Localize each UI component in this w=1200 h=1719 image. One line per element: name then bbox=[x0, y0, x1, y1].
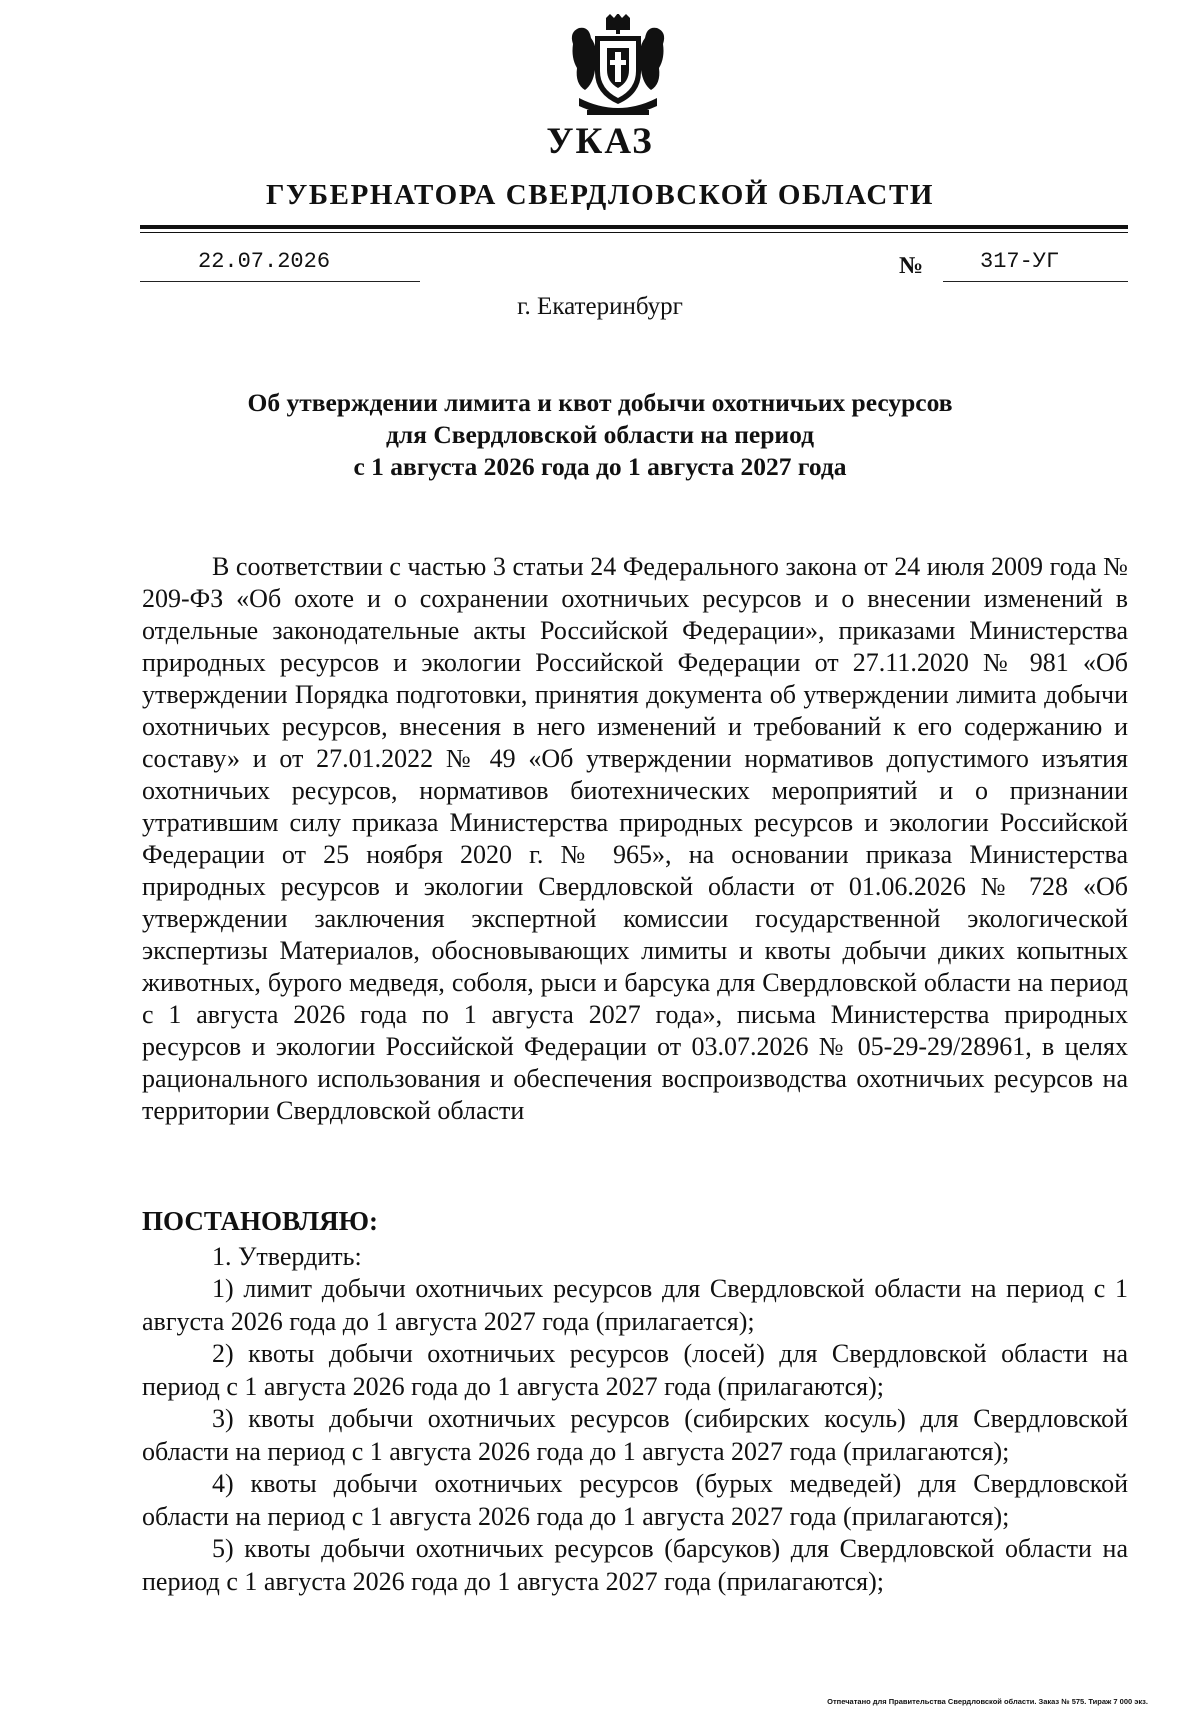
list-item: 1) лимит добычи охотничьих ресурсов для Свердловской области на период с 1 августа 2026 года до 1 августа 2027 года (прилагается); bbox=[142, 1274, 1128, 1336]
number-underline bbox=[943, 281, 1128, 282]
header-divider-thick bbox=[140, 225, 1128, 229]
list-item: 5) квоты добычи охотничьих ресурсов (барсуков) для Свердловской области на период с 1 августа 2026 года до 1 августа 2027 года (прилагаются); bbox=[142, 1534, 1128, 1596]
header-divider-thin bbox=[140, 232, 1128, 233]
number-sign: № bbox=[899, 253, 924, 279]
print-footer: Отпечатано для Правительства Свердловской области. Заказ № 575. Тираж 7 000 экз. bbox=[827, 1697, 1148, 1706]
document-number: 317-УГ bbox=[980, 249, 1060, 274]
date-underline bbox=[140, 281, 420, 282]
list-item: 2) квоты добычи охотничьих ресурсов (лосей) для Свердловской области на период с 1 августа 2026 года до 1 августа 2027 года (прилагаются); bbox=[142, 1339, 1128, 1401]
title-line: Об утверждении лимита и квот добычи охотничьих ресурсов bbox=[247, 388, 953, 417]
list-item: 4) квоты добычи охотничьих ресурсов (бурых медведей) для Свердловской области на период с 1 августа 2026 года до 1 августа 2027 года (прилагаются); bbox=[142, 1469, 1128, 1531]
document-title bbox=[0, 387, 1200, 483]
issuer-heading: ГУБЕРНАТОРА СВЕРДЛОВСКОЙ ОБЛАСТИ bbox=[265, 179, 935, 211]
list-item: 3) квоты добычи охотничьих ресурсов (сибирских косуль) для Свердловской области на период с 1 августа 2026 года до 1 августа 2027 года (прилагаются); bbox=[142, 1404, 1128, 1466]
coat-of-arms-icon bbox=[565, 14, 671, 120]
resolve-heading: ПОСТАНОВЛЯЮ: bbox=[142, 1206, 378, 1236]
list-item: 1. Утвердить: bbox=[212, 1242, 362, 1271]
document-type-heading: УКАЗ bbox=[546, 121, 654, 162]
title-line: с 1 августа 2026 года до 1 августа 2027 года bbox=[353, 452, 847, 481]
title-line: для Свердловской области на период bbox=[385, 420, 815, 449]
issue-city: г. Екатеринбург bbox=[517, 293, 683, 320]
preamble-paragraph: В соответствии с частью 3 статьи 24 Федерального закона от 24 июля 2009 года № 209-ФЗ «Об охоте и о сохранении охотничьих ресурсов и о внесении изменений в отдельные законодательные акты Российской Федерации», приказами Министерства природных ресурсов и экологии Российской Федерации от 27.11.2020 № 981 «Об утверждении Порядка подготовки, принятия документа об утверждении лимита добычи охотничьих ресурсов, внесения в него изменений и требований к его содержанию и составу» и от 27.01.2022 № 49 «Об утверждении нормативов допустимого изъятия охотничьих ресурсов, нормативов биотехнических мероприятий и о признании утратившим силу приказа Министерства природных ресурсов и экологии Российской Федерации от 25 ноября 2020 г. № 965», на основании приказа Министерства природных ресурсов и экологии Свердловской области от 01.06.2026 № 728 «Об утверждении заключения экспертной комиссии государственной экологической экспертизы Материалов, обосновывающих лимиты и квоты добычи диких копытных животных, бурого медведя, соболя, рыси и барсука для Свердловской области на период с 1 августа 2026 года по 1 августа 2027 года», письма Министерства природных ресурсов и экологии Российской Федерации от 03.07.2026 № 05-29-29/28961, в целях рационального использования и обеспечения воспроизводства охотничьих ресурсов на территории Свердловской области bbox=[142, 552, 1128, 1125]
document-date: 22.07.2026 bbox=[198, 249, 331, 274]
